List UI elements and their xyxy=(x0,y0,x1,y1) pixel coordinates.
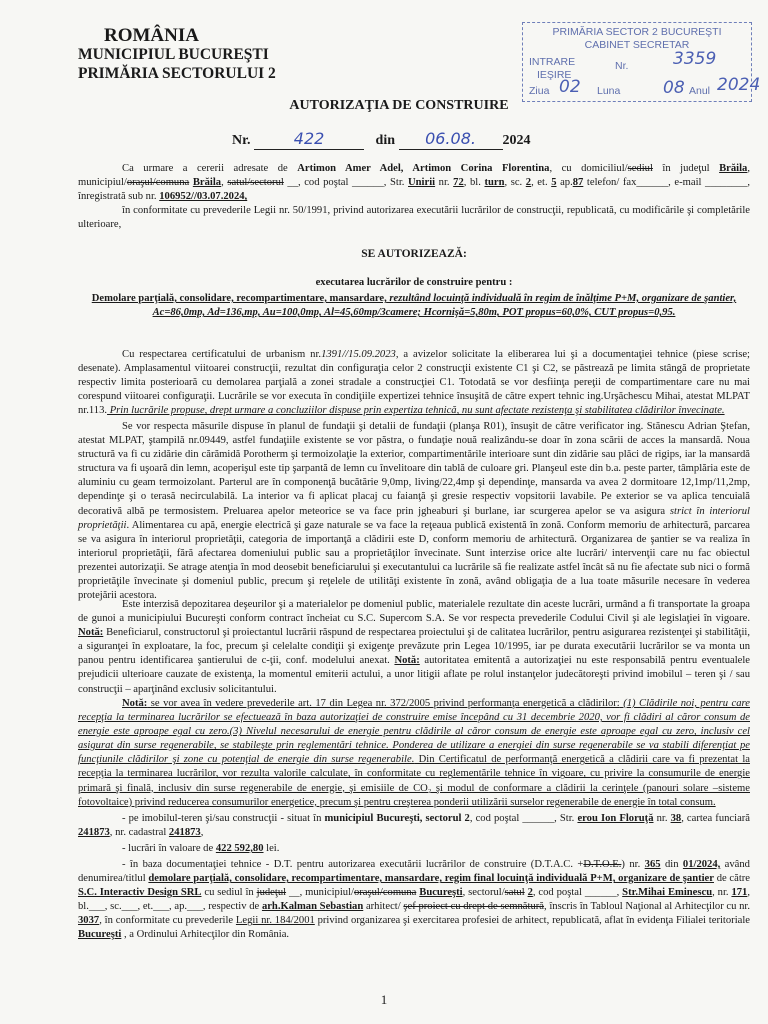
stamp-intrare: INTRARE xyxy=(529,56,576,68)
se-autorizeaza-heading: SE AUTORIZEAZĂ: xyxy=(361,248,467,260)
stamp-luna-value: 08 xyxy=(663,78,685,98)
stamp-nr-value: 3359 xyxy=(673,49,717,69)
applicants: Artimon Amer Adel, Artimon Corina Florentina xyxy=(297,163,550,174)
value-amount: 422 592,80 xyxy=(215,843,264,854)
authorization-year: 2024 xyxy=(502,133,531,148)
energy-paragraph: Notă: se vor avea în vedere prevederile art. 17 din Legea nr. 372/2005 privind performanţa energetică a clădirilor: (1) Clădirile noi, pentru care recepţia la terminarea lucrărilor se efectuează în baza autorizaţiei de construire emise începând cu 31 decembrie 2020, vor fi clădiri al căror consum de energie este aproape egal cu zero.(3) Nivelul necesarului de energie pentru clădirile al căror consum de energie este aproape egal cu zero, inclusiv cel asigurat din surse regenerabile, se stabileşte prin reglementări tehnice. Ponderea de utilizare a energiei din surse regenerabile se va stabili diferenţiat pe funcţiunile clădirilor şi zone cu potenţial de energie din surse regenerabile. Din Certificatul de performanţă energetică a clădirii care va fi prezentat la recepţia la terminarea lucrărilor, vor rezulta valorile calculate, în conformitate cu reglementările tehnice în vigoare, cu privire la consumurile de energie primară şi finală, inclusiv din surse regenerabile de energie, şi emisiile de CO₂ şi modul de conformare a clădirii la cerinţele (panouri solare –sisteme fotovoltaice) privind reducerea consumurilor energetice, precum şi pentru creşterea ponderii utilizării surselor regenerabile de energie în total consum. xyxy=(78,698,750,808)
stamp-luna-label: Luna xyxy=(597,85,621,97)
document-title: AUTORIZAŢIA DE CONSTRUIRE xyxy=(289,98,509,113)
municipality-name: MUNICIPIUL BUCUREŞTI xyxy=(78,46,269,63)
works-value: - lucrări în valoare de 422 592,80 lei. xyxy=(122,843,280,854)
issuer-header xyxy=(78,26,276,83)
technical-documentation: - în baza documentaţiei tehnice - D.T. pentru autorizarea executării lucrărilor de construire (D.T.A.C. +D.T.O.E.) nr. 365 din 01/2024, având denumirea/titlul demolare parţială, consolidare, recompartimentare, mansardare, regim final locuinţă individuală P+M, organizare de şantier de către S.C. Interactiv Design SRL cu sediul în judeţul __, municipiul/oraşul/comuna Bucureşti, sectorul/satul 2, cod poştal ______, Str.Mihai Eminescu, nr. 171, bl.___, sc.___, et.___, ap.___, respectiv de arh.Kalman Sebastian arhitect/ şef proiect cu drept de semnătură, înscris în Tabloul Naţional al Arhitecţilor cu nr. 3037, în conformitate cu prevederile Legii nr. 184/2001 privind organizarea şi exercitarea profesiei de arhitect, republicată, aflat în evidenţa Filialei teritoriale Bucureşti , a Ordinului Arhitecţilor din România. xyxy=(78,859,751,941)
nr-label: Nr. xyxy=(232,133,251,148)
legal-basis: în conformitate cu prevederile Legii nr. 50/1991, privind autorizarea executării lucrărilor de construcţii, republicată, cu modificările şi completările ulterioare, xyxy=(78,205,750,231)
body-paragraph-2: Se vor respecta măsurile dispuse în planul de fundaţii şi detalii de fundaţii (planşa R01), însuşit de către verificator ing. Stănescu Adrian Ştefan, atestat MLPAT, ştampilă nr.09449, astfel fundaţiile existente se vor păstra, o fundaţie nouă realizându-se doar în zona scării de acces la mansardă. Noua structură va fi cu zidărie din cărămidă Porotherm şi termoizolaţie la exterior, compartimentările interioare sunt din zidărie sau plăci de rigips, iar la mansardă structura va fi uşoară din lemn, acoperişul este tip şarpantă de lemn cu învelitoare din tablă de culoare gri. Planşeul este din b.a. peste parter, tâmplăria este de aluminiu cu geam termoizolant. Parterul are în componenţă bucătărie 9,0mp, living/22,4mp şi dependinţe, mansarda va avea 2 dormitoare 12,1mp/11,2mp, dependinţe şi o terasă necirculabilă. La interior va fi aplicat placaj cu faianţă şi gresie respectiv vopsitorii lavabile. Pe exterior se va aplica tencuială decorativă albă pe termosistem. Preluarea apelor meteorice se va face prin jgheaburi şi burlane, iar scurgerea apelor se va asigura strict în interiorul proprietăţii. Alimentarea cu apă, energie electrică şi gaze naturale se va face la reţeaua publică existentă în zonă. Conform memoriu de arhitectură, parcarea se va asigura în interiorul proprietăţii, categoria de importanţă a clădirii este D, conform memoriu de arhitectură. Organizarea de şantier se va realiza în interiorul proprietăţii, fără afectarea domeniului public sau a proprietăţilor învecinate. Sunt interzise orice alte lucrări/ intervenţii care nu fac obiectul prezentei autorizaţii. Se atrage atenţia în mod deosebit beneficiarului şi executantului ca lucrările să fie realizate astfel încât să nu fie afectate sub nici o formă proprietăţile învecinate şi domeniul public, precum şi reţelele de utilităţi existente în zonă, având obligaţia de a lua toate măsurile necesare în vederea protejării acestora. xyxy=(78,421,751,602)
stamp-iesire: IEŞIRE xyxy=(537,69,572,81)
authorization-number: 422 xyxy=(293,129,325,148)
authorization-number-line xyxy=(232,129,531,150)
page-number: 1 xyxy=(380,992,388,1007)
institution-name: PRIMĂRIA SECTORULUI 2 xyxy=(78,65,276,82)
authorization-date: 06.08. xyxy=(425,129,476,148)
stamp-anul-label: Anul xyxy=(689,85,711,97)
body-paragraph-1: Cu respectarea certificatului de urbanism nr.1391//15.09.2023, a avizelor solicitate la eliberarea lui şi a documentaţiei tehnice (piese scrise; desenate). Amplasamentul viitoarei construcţii, rezultat din configuraţia celor 2 construcţii existente C1 şi C2, se păstrează pe limita stângă de proprietate respectiv limita posterioară cu demolarea parţială a zonei stradale a construcţiei C1. Totodată se vor desfiinţa pereţii de compartimentare care nu mai corespund viitoarei configuraţii. Lucrările se vor executa în condiţiile expertizei tehnice însuşită de către expert tehnic ing.Urşăchescu Mihai, atestat MLPAT nr.113. Prin lucrările propuse, drept urmare a concluziilor dispuse prin expertiza tehnică, nu sunt afectate rezistenţa şi stabilitatea clădirilor învecinate. xyxy=(78,349,750,417)
registry-stamp xyxy=(522,22,761,102)
stamp-ziua-label: Ziua xyxy=(529,85,550,97)
stamp-line-1: PRIMĂRIA SECTOR 2 BUCUREŞTI xyxy=(552,26,722,38)
country-name: ROMÂNIA xyxy=(104,25,199,46)
body-paragraph-3: Este interzisă depozitarea deşeurilor şi a materialelor pe domeniul public, materialele rezultate din aceste lucrări, urmând a fi transportate la groapa de gunoi a municipiului Bucureşti conform contract încheiat cu S.C. Supercom S.A. Se vor respecta prevederile Codului Civil şi ale legislaţiei în vigoare. Notă: Beneficiarul, constructorul şi proiectantul lucrării răspund de respectarea proiectului şi de calitatea lucrărilor, pentru asigurarea rezistenţei şi stabilităţii, a siguranţei în exploatare, la foc, precum şi celelalte condiţii şi exigenţe prevăzute prin Legea 10/1995, iar pe durata executării lucrărilor se va monta un panou pentru identificarea şantierului de c-ţii, conf. modelului anexat. Notă: autoritatea emitentă a autorizaţiei nu este responsabilă pentru eventualele prejudicii ulterioare cauzate de existenţa, la momentul emiterii actului, a unor litigii aflate pe rolul instanţelor judecătoreşti privind imobilul – teren şi / sau construcţii – aparţinând exclusiv solicitantului. xyxy=(78,599,750,695)
works-description: Demolare parţială, consolidare, recompartimentare, mansardare, rezultând locuinţă individuală în regim de înălţime P+M, organizare de şantier, Ac=86,0mp, Ad=136,mp, Au=100,0mp, Al=45,60mp/3camere; Hcornişă=5,80m, POT propus=60,0%, CUT propus=0,95. xyxy=(91,293,737,319)
stamp-anul-value: 2024 xyxy=(717,75,761,95)
din-label: din xyxy=(375,133,396,148)
property-location: - pe imobilul-teren şi/sau construcţii - situat în municipiul Bucureşti, sectorul 2, cod poştal ______, Str. erou Ion Floruţă nr. 38, cartea funciară 241873, nr. cadastral 241873, xyxy=(78,813,751,839)
works-heading: executarea lucrărilor de construire pentru : xyxy=(315,277,513,288)
stamp-nr-label: Nr. xyxy=(615,60,629,72)
county: Brăila xyxy=(719,163,748,174)
stamp-ziua-value: 02 xyxy=(559,77,581,97)
registration-number: 106952//03.07.2024, xyxy=(159,191,248,203)
stamp-line-2: CABINET SECRETAR xyxy=(584,39,690,51)
intro-paragraph: Ca urmare a cererii adresate de Artimon Amer Adel, Artimon Corina Florentina, cu domiciliul/sediul în judeţul Brăila, municipiul/oraşul/comuna Brăila, satul/sectorul __, cod poştal ______, Str. Unirii nr. 72, bl. turn, sc. 2, et. 5 ap.87 telefon/ fax______, e-mail ________, înregistrată sub nr. 106952//03.07.2024, în conformitate cu prevederile Legii nr. 50/1991, privind autorizarea executării lucrărilor de construcţii, republicată, cu modificările şi completările ulterioare, xyxy=(78,162,750,232)
